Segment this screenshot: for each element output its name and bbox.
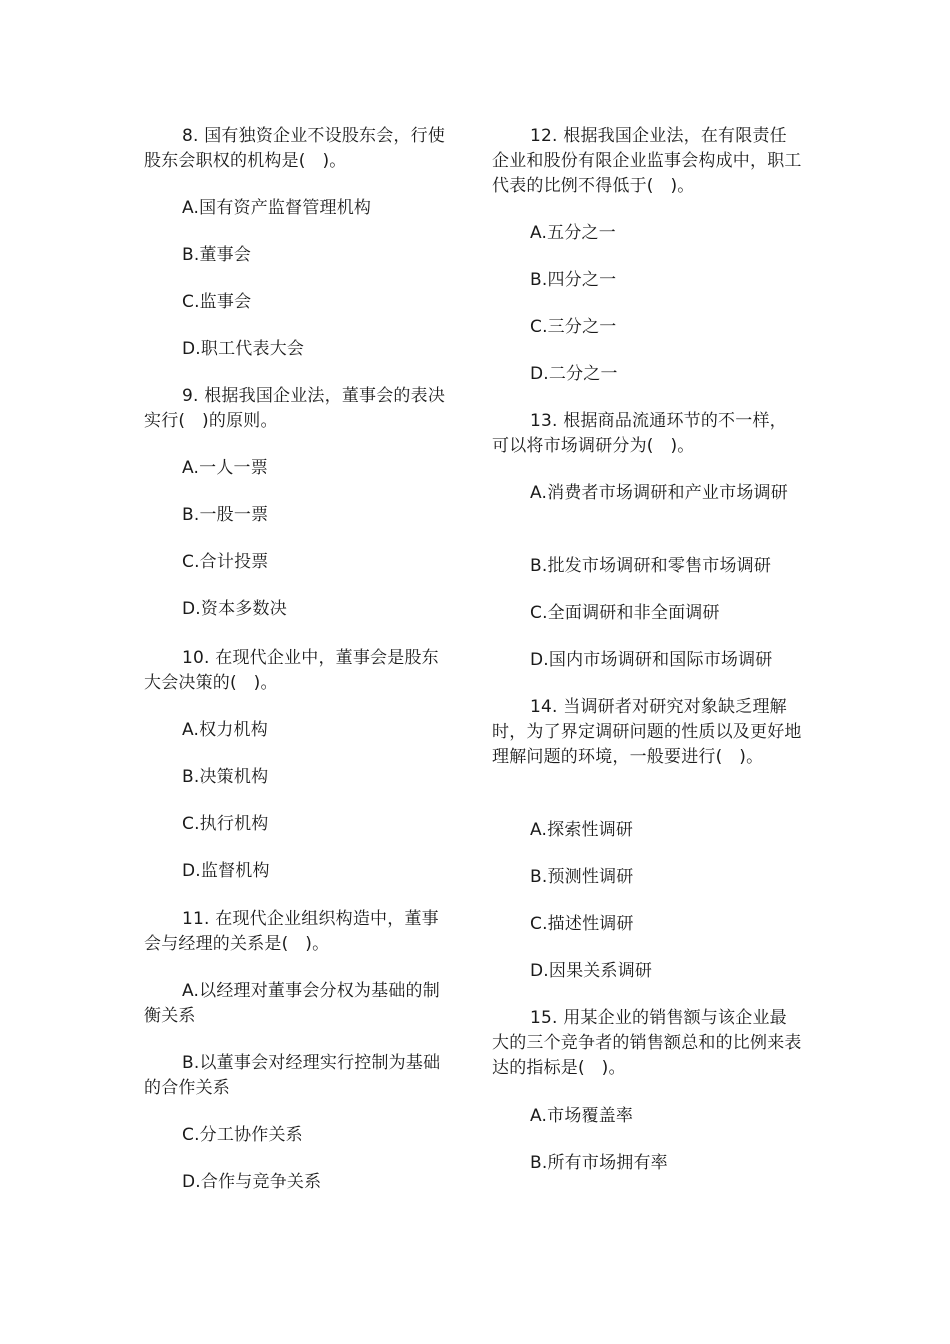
question-8-option-c: C.监事会: [182, 292, 252, 312]
question-10-option-b: B.决策机构: [182, 767, 269, 787]
question-11-stem: 11. 在现代企业组织构造中，董事会与经理的关系是( )。: [144, 909, 439, 954]
question-9-stem: 9. 根据我国企业法，董事会的表决实行( )的原则。: [144, 386, 446, 431]
question-9-option-c: C.合计投票: [182, 552, 269, 572]
question-9-option-a: A.一人一票: [182, 458, 268, 478]
question-11-option-c: C.分工协作关系: [182, 1125, 303, 1145]
question-12-option-b: B.四分之一: [530, 270, 617, 290]
question-13-option-b: B.批发市场调研和零售市场调研: [530, 556, 772, 576]
question-12-option-d: D.二分之一: [530, 364, 618, 384]
question-9-option-b: B.一股一票: [182, 505, 269, 525]
question-13-option-d: D.国内市场调研和国际市场调研: [530, 650, 773, 670]
question-8-stem: 8. 国有独资企业不设股东会，行使股东会职权的机构是( )。: [144, 126, 446, 171]
question-11-option-b: B.以董事会对经理实行控制为基础的合作关系: [144, 1053, 441, 1098]
question-8-option-b: B.董事会: [182, 245, 252, 265]
question-8-option-d: D.职工代表大会: [182, 339, 305, 359]
question-14-option-a: A.探索性调研: [530, 820, 634, 840]
question-14-option-c: C.描述性调研: [530, 914, 634, 934]
question-10-stem: 10. 在现代企业中，董事会是股东大会决策的( )。: [144, 648, 439, 693]
question-10-option-a: A.权力机构: [182, 720, 268, 740]
question-11-option-a: A.以经理对董事会分权为基础的制衡关系: [144, 981, 440, 1026]
question-14-option-d: D.因果关系调研: [530, 961, 653, 981]
question-10-option-c: C.执行机构: [182, 814, 269, 834]
question-11-option-d: D.合作与竞争关系: [182, 1172, 322, 1192]
question-12-option-a: A.五分之一: [530, 223, 616, 243]
question-13-option-a: A.消费者市场调研和产业市场调研: [530, 483, 788, 503]
question-12-stem: 12. 根据我国企业法，在有限责任企业和股份有限企业监事会构成中，职工代表的比例不得低于( )。: [492, 126, 802, 196]
question-14-option-b: B.预测性调研: [530, 867, 634, 887]
question-12-option-c: C.三分之一: [530, 317, 617, 337]
question-10-option-d: D.监督机构: [182, 861, 270, 881]
question-15-stem: 15. 用某企业的销售额与该企业最大的三个竞争者的销售额总和的比例来表达的指标是( )。: [492, 1008, 802, 1078]
question-9-option-d: D.资本多数决: [182, 599, 287, 619]
question-15-option-b: B.所有市场拥有率: [530, 1153, 668, 1173]
question-13-stem: 13. 根据商品流通环节的不一样，可以将市场调研分为( )。: [492, 411, 787, 456]
question-13-option-c: C.全面调研和非全面调研: [530, 603, 720, 623]
question-8-option-a: A.国有资产监督管理机构: [182, 198, 372, 218]
question-15-option-a: A.市场覆盖率: [530, 1106, 634, 1126]
question-14-stem: 14. 当调研者对研究对象缺乏理解时，为了界定调研问题的性质以及更好地理解问题的环境，一般要进行( )。: [492, 697, 802, 767]
